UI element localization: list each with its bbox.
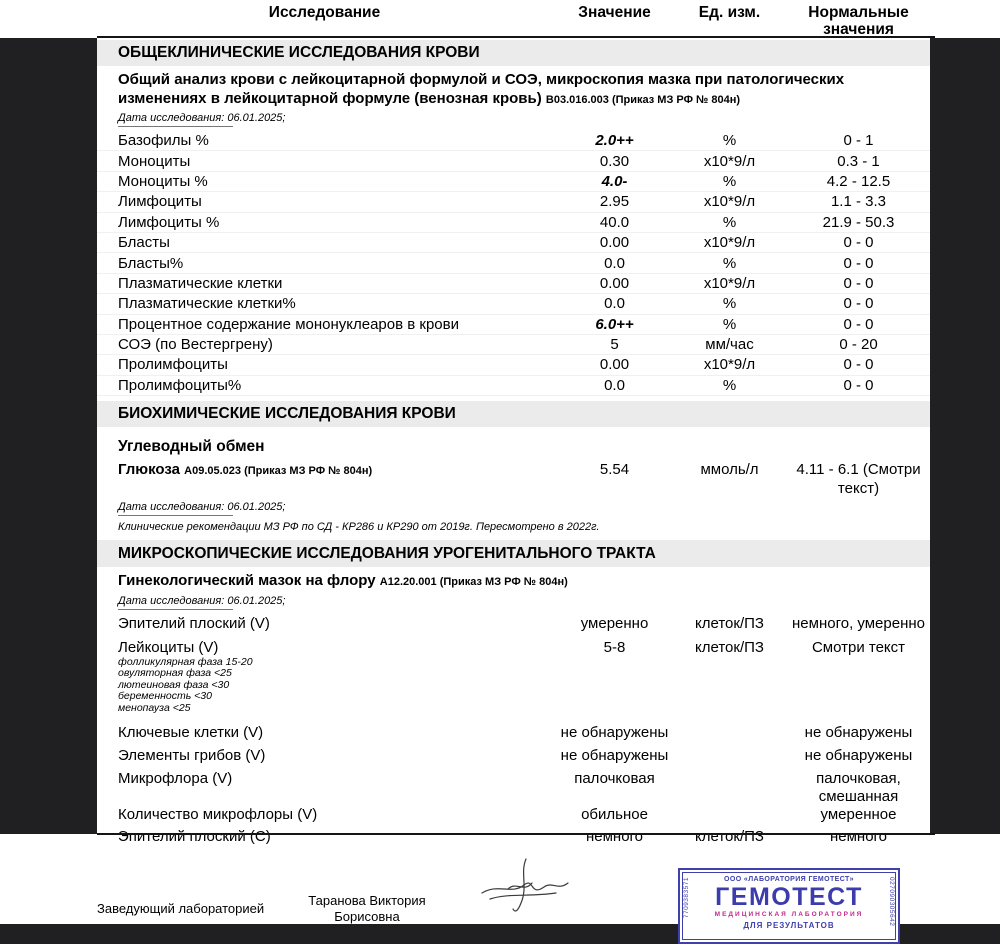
signature [468,853,578,919]
param-value: не обнаружены [560,746,669,764]
lab-stamp [678,868,900,944]
param-value: 0.0 [604,376,625,394]
param-unit: % [722,132,737,150]
table-row [97,172,935,192]
column-header-unit: Ед. изм. [698,4,761,21]
param-name: Плазматические клетки [118,274,283,292]
lab-stamp-inner [682,872,896,940]
subsection-carbohydrate: Углеводный обмен [118,438,265,456]
param-value: 0.0 [604,254,625,272]
param-unit: % [722,254,737,272]
table-row [97,612,935,636]
section-header-microscopy: МИКРОСКОПИЧЕСКИЕ ИССЛЕДОВАНИЯ УРОГЕНИТАЛЬНОГО ТРАКТА [97,540,935,567]
param-norm: не обнаружены [804,746,913,764]
footer-divider [97,833,935,835]
table-row [97,803,935,825]
table-row [97,767,935,803]
column-header-test: Исследование [268,4,381,21]
param-name: Количество микрофлоры (V) [118,805,318,823]
param-name: Лимфоциты % [118,213,220,231]
table-row [97,131,935,151]
left-margin-band [0,38,97,834]
param-value: 5.54 [599,461,630,479]
param-unit: х10*9/л [703,274,756,292]
param-name: СОЭ (по Вестергрену) [118,336,273,354]
table-column-headers [97,0,935,38]
study-date-biochem: Дата исследования: 06.01.2025; [118,501,286,514]
param-value: 0.0 [604,295,625,313]
phase-note: лютеиновая фаза <30 [118,678,230,691]
param-name: Лейкоциты (V) [118,638,219,656]
param-value: 5-8 [603,638,626,656]
param-norm: палочковая, смешанная [816,769,901,805]
param-norm: 0 - 20 [839,336,878,354]
table-row [97,151,935,171]
table-row [97,213,935,233]
study-date-gyn: Дата исследования: 06.01.2025; [118,594,286,607]
param-unit: х10*9/л [703,356,756,374]
section-header-blood-clinical: ОБЩЕКЛИНИЧЕСКИЕ ИССЛЕДОВАНИЯ КРОВИ [97,40,935,66]
table-row [97,294,935,314]
param-norm: 0 - 1 [843,132,874,150]
param-name: Микрофлора (V) [118,769,233,787]
param-name: Моноциты % [118,172,208,190]
param-name: Базофилы % [118,132,209,150]
clinical-recommendations-note: Клинические рекомендации МЗ РФ по СД - КР286 и КР290 от 2019г. Пересмотрено в 2022г. [118,521,600,534]
table-row [97,335,935,355]
param-value: 6.0++ [595,315,634,333]
param-norm: 4.2 - 12.5 [826,172,891,190]
param-norm: умеренное [820,805,897,823]
param-name: Моноциты [118,152,191,170]
param-name-glucose: Глюкоза [118,461,180,479]
test-code-gyn: А12.20.001 (Приказ МЗ РФ № 804н) [379,576,568,589]
param-name: Процентное содержание мононуклеаров в крови [118,315,459,333]
phase-note: менопауза <25 [118,701,191,714]
lab-head-name: Таранова Виктория Борисовна [308,893,426,924]
column-header-value: Значение [578,4,651,21]
param-name: Ключевые клетки (V) [118,723,264,741]
param-value: 0.00 [599,234,630,252]
param-unit: ммоль/л [700,461,759,479]
phase-note: овуляторная фаза <25 [118,667,232,680]
cbc-results-table [97,131,935,396]
param-norm: 0.3 - 1 [837,152,880,170]
stamp-reg-number: 027090305642 [888,877,895,927]
param-value: 0.00 [599,356,630,374]
right-margin-band [930,38,1000,834]
stamp-bottom-text: ДЛЯ РЕЗУЛЬТАТОВ [743,921,835,930]
column-header-norm: Нормальные значения [808,4,909,38]
param-norm: 0 - 0 [843,315,874,333]
param-value: обильное [581,805,648,823]
param-norm: Смотри текст [811,638,906,656]
param-unit: % [722,295,737,313]
test-code-glucose: A09.05.023 (Приказ МЗ РФ № 804н) [184,465,373,478]
param-unit: х10*9/л [703,193,756,211]
lab-head-label: Заведующий лабораторией [97,901,265,916]
param-value: 4.0- [601,172,628,190]
table-row [97,636,935,654]
test-title-cbc-text: Общий анализ крови с лейкоцитарной формулой и СОЭ, микроскопия мазка при патологических изменениях в лейкоцитарной формуле (венозная кровь) [118,71,845,107]
gemotest-logo: ГЕМОТЕСТ [715,883,863,911]
param-value: не обнаружены [560,723,669,741]
param-value: немного [585,827,644,845]
param-value: 5 [610,336,619,354]
param-name [97,460,552,481]
table-row [97,274,935,294]
param-norm: 0 - 0 [843,376,874,394]
param-unit: клеток/ПЗ [695,827,764,845]
table-row [97,192,935,212]
param-norm: 0 - 0 [843,274,874,292]
param-value: 40.0 [599,213,630,231]
param-name: Элементы грибов (V) [118,746,266,764]
stamp-org-name: ООО «ЛАБОРАТОРИЯ ГЕМОТЕСТ» [724,876,854,883]
param-name: Бласты% [118,254,184,272]
param-unit: % [722,213,737,231]
param-unit: % [722,315,737,333]
param-name: Бласты [118,234,170,252]
param-name: Плазматические клетки% [118,295,296,313]
table-row [97,721,935,744]
param-name: Эпителий плоский (V) [118,614,270,632]
param-value: 2.95 [599,193,630,211]
param-name: Пролимфоциты [118,356,228,374]
param-norm: 0 - 0 [843,254,874,272]
param-unit: х10*9/л [703,234,756,252]
param-norm: не обнаружены [804,723,913,741]
test-title-cbc [97,66,935,109]
param-value: 2.0++ [595,132,634,150]
gyn-results-table [97,612,935,848]
param-norm: 1.1 - 3.3 [830,193,887,211]
param-norm: немного [829,827,888,845]
param-norm: 0 - 0 [843,234,874,252]
date-divider [118,515,233,516]
param-unit: клеток/ПЗ [695,638,764,656]
test-code-cbc: B03.016.003 (Приказ МЗ РФ № 804н) [545,93,741,106]
table-row [97,233,935,253]
date-divider [118,609,233,610]
section-header-biochemistry: БИОХИМИЧЕСКИЕ ИССЛЕДОВАНИЯ КРОВИ [97,401,935,427]
param-unit: х10*9/л [703,152,756,170]
stamp-subtitle: МЕДИЦИНСКАЯ ЛАБОРАТОРИЯ [714,911,864,918]
table-row [97,376,935,396]
table-row [97,460,935,498]
param-unit: мм/час [705,336,754,354]
test-title-gyn-smear [97,567,935,592]
table-row [97,253,935,273]
param-value: умеренно [580,614,649,632]
phase-note: беременность <30 [118,690,212,703]
study-date-cbc: Дата исследования: 06.01.2025; [118,112,286,124]
table-row [97,355,935,375]
table-row [97,315,935,335]
stamp-inn-number: 7709383571 [683,877,690,919]
phase-note: фолликулярная фаза 15-20 [118,655,253,668]
table-row [97,825,935,848]
param-norm: 0 - 0 [843,356,874,374]
param-name: Лимфоциты [118,193,202,211]
param-norm: 21.9 - 50.3 [822,213,895,231]
param-name: Эпителий плоский (С) [118,827,271,845]
date-divider [118,126,233,127]
param-value: палочковая [574,769,655,787]
param-unit: % [722,376,737,394]
param-unit: клеток/ПЗ [695,614,764,632]
param-name: Пролимфоциты% [118,376,242,394]
test-title-gyn-text: Гинекологический мазок на флору [118,572,376,590]
param-norm: 0 - 0 [843,295,874,313]
leukocyte-phase-notes [97,657,935,715]
param-value: 0.30 [599,152,630,170]
param-value: 0.00 [599,274,630,292]
param-norm: немного, умеренно [792,614,925,632]
param-norm: 4.11 - 6.1 (Смотри текст) [796,461,921,498]
table-row [97,744,935,767]
param-unit: % [722,172,737,190]
report-content [97,0,935,848]
